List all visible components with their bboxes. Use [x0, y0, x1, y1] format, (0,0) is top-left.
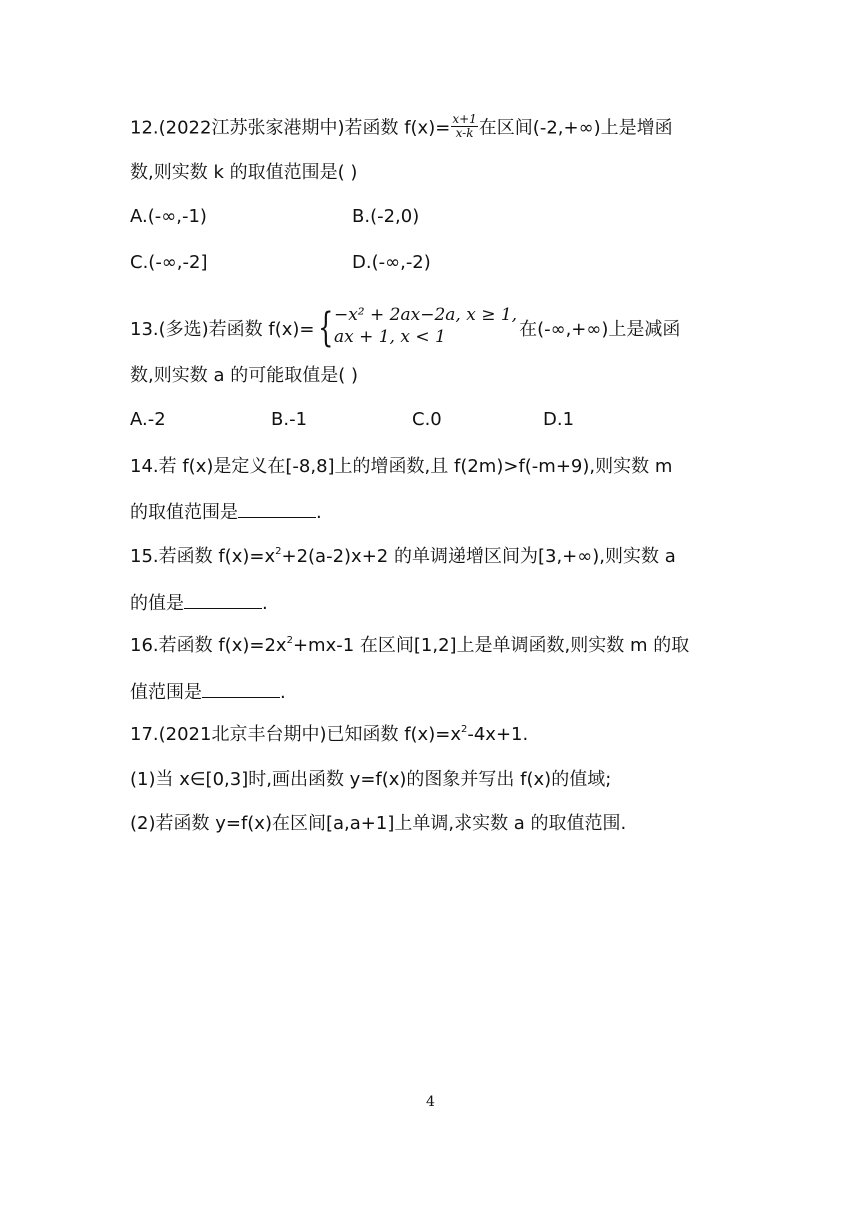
q13-text-post: 在(-∞,+∞)上是减函: [519, 319, 681, 340]
q16-text-a: 16.若函数 f(x)=2x: [130, 635, 287, 656]
q15-answer-blank: [184, 590, 262, 609]
q13-line1: [130, 305, 681, 352]
q12-option-c: C.(-∞,-2]: [130, 252, 208, 273]
q17-exponent: 2: [460, 724, 468, 735]
q16-line2: [130, 679, 286, 705]
q13-case-2: ax + 1, x < 1: [333, 327, 446, 347]
q15-exponent: 2: [275, 546, 282, 557]
q12-line1: [130, 112, 673, 142]
q12-fraction-denominator: x-k: [455, 126, 474, 140]
q16-text-post: .: [280, 682, 286, 703]
q14-answer-blank: [238, 499, 316, 518]
q12-fraction: [451, 113, 477, 140]
page-number: 4: [426, 1094, 435, 1110]
q12-option-d: D.(-∞,-2): [352, 252, 431, 273]
q13-option-b: B.-1: [271, 409, 308, 430]
q15-text-a: 15.若函数 f(x)=x: [130, 546, 276, 567]
q12-line2: 数,则实数 k 的取值范围是( ): [130, 162, 358, 183]
q16-text-pre: 值范围是: [130, 682, 202, 703]
q17-text-b: -4x+1.: [467, 724, 529, 745]
q15-text-b: +2(a-2)x+2 的单调递增区间为[3,+∞),则实数 a: [281, 546, 676, 567]
q13-brace: {: [317, 305, 333, 351]
q13-piecewise: [334, 304, 517, 348]
q14-text-post: .: [316, 502, 322, 523]
q16-exponent: 2: [286, 635, 293, 646]
q12-text-pre: 12.(2022江苏张家港期中)若函数 f(x)=: [130, 117, 451, 139]
q17-part-1: (1)当 x∈[0,3]时,画出函数 y=f(x)的图象并写出 f(x)的值域;: [130, 769, 612, 790]
q17-line1: [130, 723, 528, 747]
q16-answer-blank: [202, 679, 280, 698]
q15-text-pre: 的值是: [130, 593, 184, 614]
q12-option-b: B.(-2,0): [352, 206, 420, 227]
q13-text-pre: 13.(多选)若函数 f(x)=: [130, 319, 315, 340]
q14-line2: [130, 499, 322, 525]
q14-line1: 14.若 f(x)是定义在[-8,8]上的增函数,且 f(2m)>f(-m+9),则实数 m: [130, 456, 673, 477]
q15-text-post: .: [262, 593, 268, 614]
q16-line1: [130, 634, 689, 658]
q13-line2: 数,则实数 a 的可能取值是( ): [130, 365, 358, 386]
q13-option-c: C.0: [412, 409, 442, 430]
q16-text-b: +mx-1 在区间[1,2]上是单调函数,则实数 m 的取: [292, 635, 690, 656]
q17-part-2: (2)若函数 y=f(x)在区间[a,a+1]上单调,求实数 a 的取值范围.: [130, 813, 627, 834]
q15-line2: [130, 590, 268, 616]
q12-option-a: A.(-∞,-1): [130, 206, 207, 227]
q13-option-d: D.1: [543, 409, 575, 430]
q13-case-1: −x² + 2ax−2a, x ≥ 1,: [333, 305, 518, 325]
q12-fraction-numerator: x+1: [452, 112, 477, 126]
q15-line1: [130, 545, 676, 569]
q14-text-pre: 的取值范围是: [130, 502, 238, 523]
q17-text-a: 17.(2021北京丰台期中)已知函数 f(x)=x: [130, 724, 461, 745]
q13-option-a: A.-2: [130, 409, 166, 430]
q12-text-post: 在区间(-2,+∞)上是增函: [478, 117, 673, 139]
